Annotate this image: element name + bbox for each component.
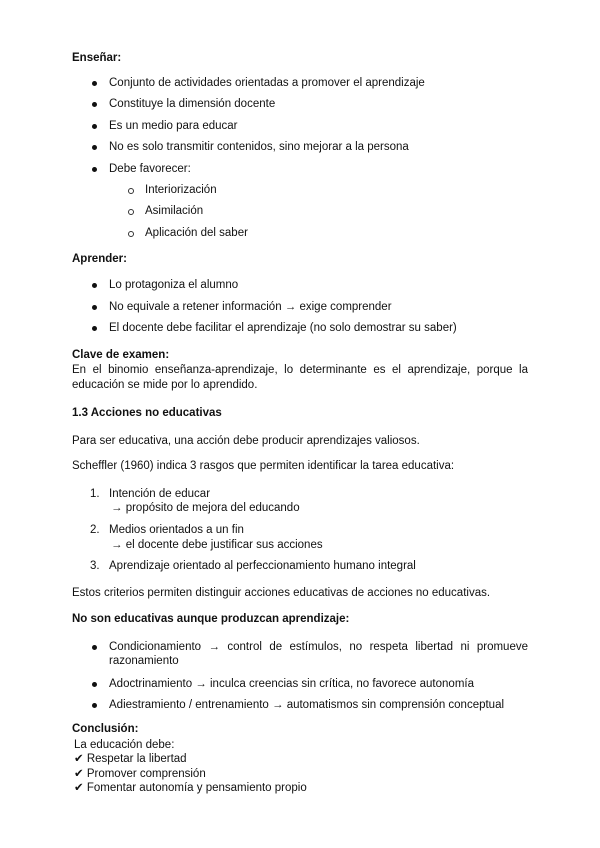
list-item: Adiestramiento / entrenamiento → automatismos sin comprensión conceptual bbox=[109, 699, 505, 711]
paragraph-line: educación se mide por lo aprendido. bbox=[72, 379, 258, 391]
sub-list-item: Aplicación del saber bbox=[145, 227, 248, 239]
bullet-icon bbox=[92, 283, 97, 288]
list-item-continuation: razonamiento bbox=[109, 655, 179, 667]
numbered-item: Aprendizaje orientado al perfeccionamiento humano integral bbox=[109, 560, 416, 572]
list-item: Es un medio para educar bbox=[109, 120, 238, 132]
bullet-icon bbox=[92, 145, 97, 150]
bullet-icon bbox=[92, 124, 97, 129]
bullet-icon bbox=[92, 305, 97, 310]
heading-no-educativas: No son educativas aunque produzcan aprendizaje: bbox=[72, 613, 350, 625]
list-number: 3. bbox=[90, 560, 100, 572]
bullet-icon bbox=[92, 703, 97, 708]
list-item: No equivale a retener información → exige comprender bbox=[109, 301, 392, 313]
list-item: No es solo transmitir contenidos, sino mejorar a la persona bbox=[109, 141, 409, 153]
sub-bullet-icon bbox=[128, 188, 134, 194]
numbered-subline: → propósito de mejora del educando bbox=[111, 502, 300, 514]
list-item: Lo protagoniza el alumno bbox=[109, 279, 239, 291]
numbered-subline: → el docente debe justificar sus acciones bbox=[111, 539, 323, 551]
bullet-icon bbox=[92, 645, 97, 650]
bullet-icon bbox=[92, 102, 97, 107]
checklist-item: ✔ Fomentar autonomía y pensamiento propio bbox=[74, 782, 307, 794]
bullet-icon bbox=[92, 682, 97, 687]
paragraph: Scheffler (1960) indica 3 rasgos que permiten identificar la tarea educativa: bbox=[72, 460, 455, 472]
list-item: Constituye la dimensión docente bbox=[109, 98, 276, 110]
heading-ensenar: Enseñar: bbox=[72, 52, 122, 64]
list-item: El docente debe facilitar el aprendizaje (no solo demostrar su saber) bbox=[109, 322, 457, 334]
checklist-item: ✔ Respetar la libertad bbox=[74, 753, 187, 765]
list-item: Debe favorecer: bbox=[109, 163, 191, 175]
paragraph: Estos criterios permiten distinguir acciones educativas de acciones no educativas. bbox=[72, 587, 491, 599]
list-number: 1. bbox=[90, 488, 100, 500]
heading-clave-examen: Clave de examen: bbox=[72, 349, 170, 361]
list-item: Conjunto de actividades orientadas a promover el aprendizaje bbox=[109, 77, 425, 89]
list-item: Condicionamiento → control de estímulos, no respeta libertad ni promueve bbox=[109, 641, 528, 653]
conclusion-intro: La educación debe: bbox=[74, 739, 175, 751]
sub-list-item: Interiorización bbox=[145, 184, 217, 196]
checklist-item: ✔ Promover comprensión bbox=[74, 768, 206, 780]
list-number: 2. bbox=[90, 524, 100, 536]
heading-conclusion: Conclusión: bbox=[72, 723, 139, 735]
sub-list-item: Asimilación bbox=[145, 205, 204, 217]
section-heading: 1.3 Acciones no educativas bbox=[72, 407, 222, 419]
list-item: Adoctrinamiento → inculca creencias sin crítica, no favorece autonomía bbox=[109, 678, 474, 690]
sub-bullet-icon bbox=[128, 231, 134, 237]
heading-aprender: Aprender: bbox=[72, 253, 127, 265]
paragraph-line: En el binomio enseñanza-aprendizaje, lo determinante es el aprendizaje, porque la bbox=[72, 364, 528, 376]
sub-bullet-icon bbox=[128, 209, 134, 215]
paragraph: Para ser educativa, una acción debe producir aprendizajes valiosos. bbox=[72, 435, 420, 447]
bullet-icon bbox=[92, 81, 97, 86]
bullet-icon bbox=[92, 167, 97, 172]
numbered-item: Intención de educar bbox=[109, 488, 211, 500]
bullet-icon bbox=[92, 326, 97, 331]
numbered-item: Medios orientados a un fin bbox=[109, 524, 244, 536]
